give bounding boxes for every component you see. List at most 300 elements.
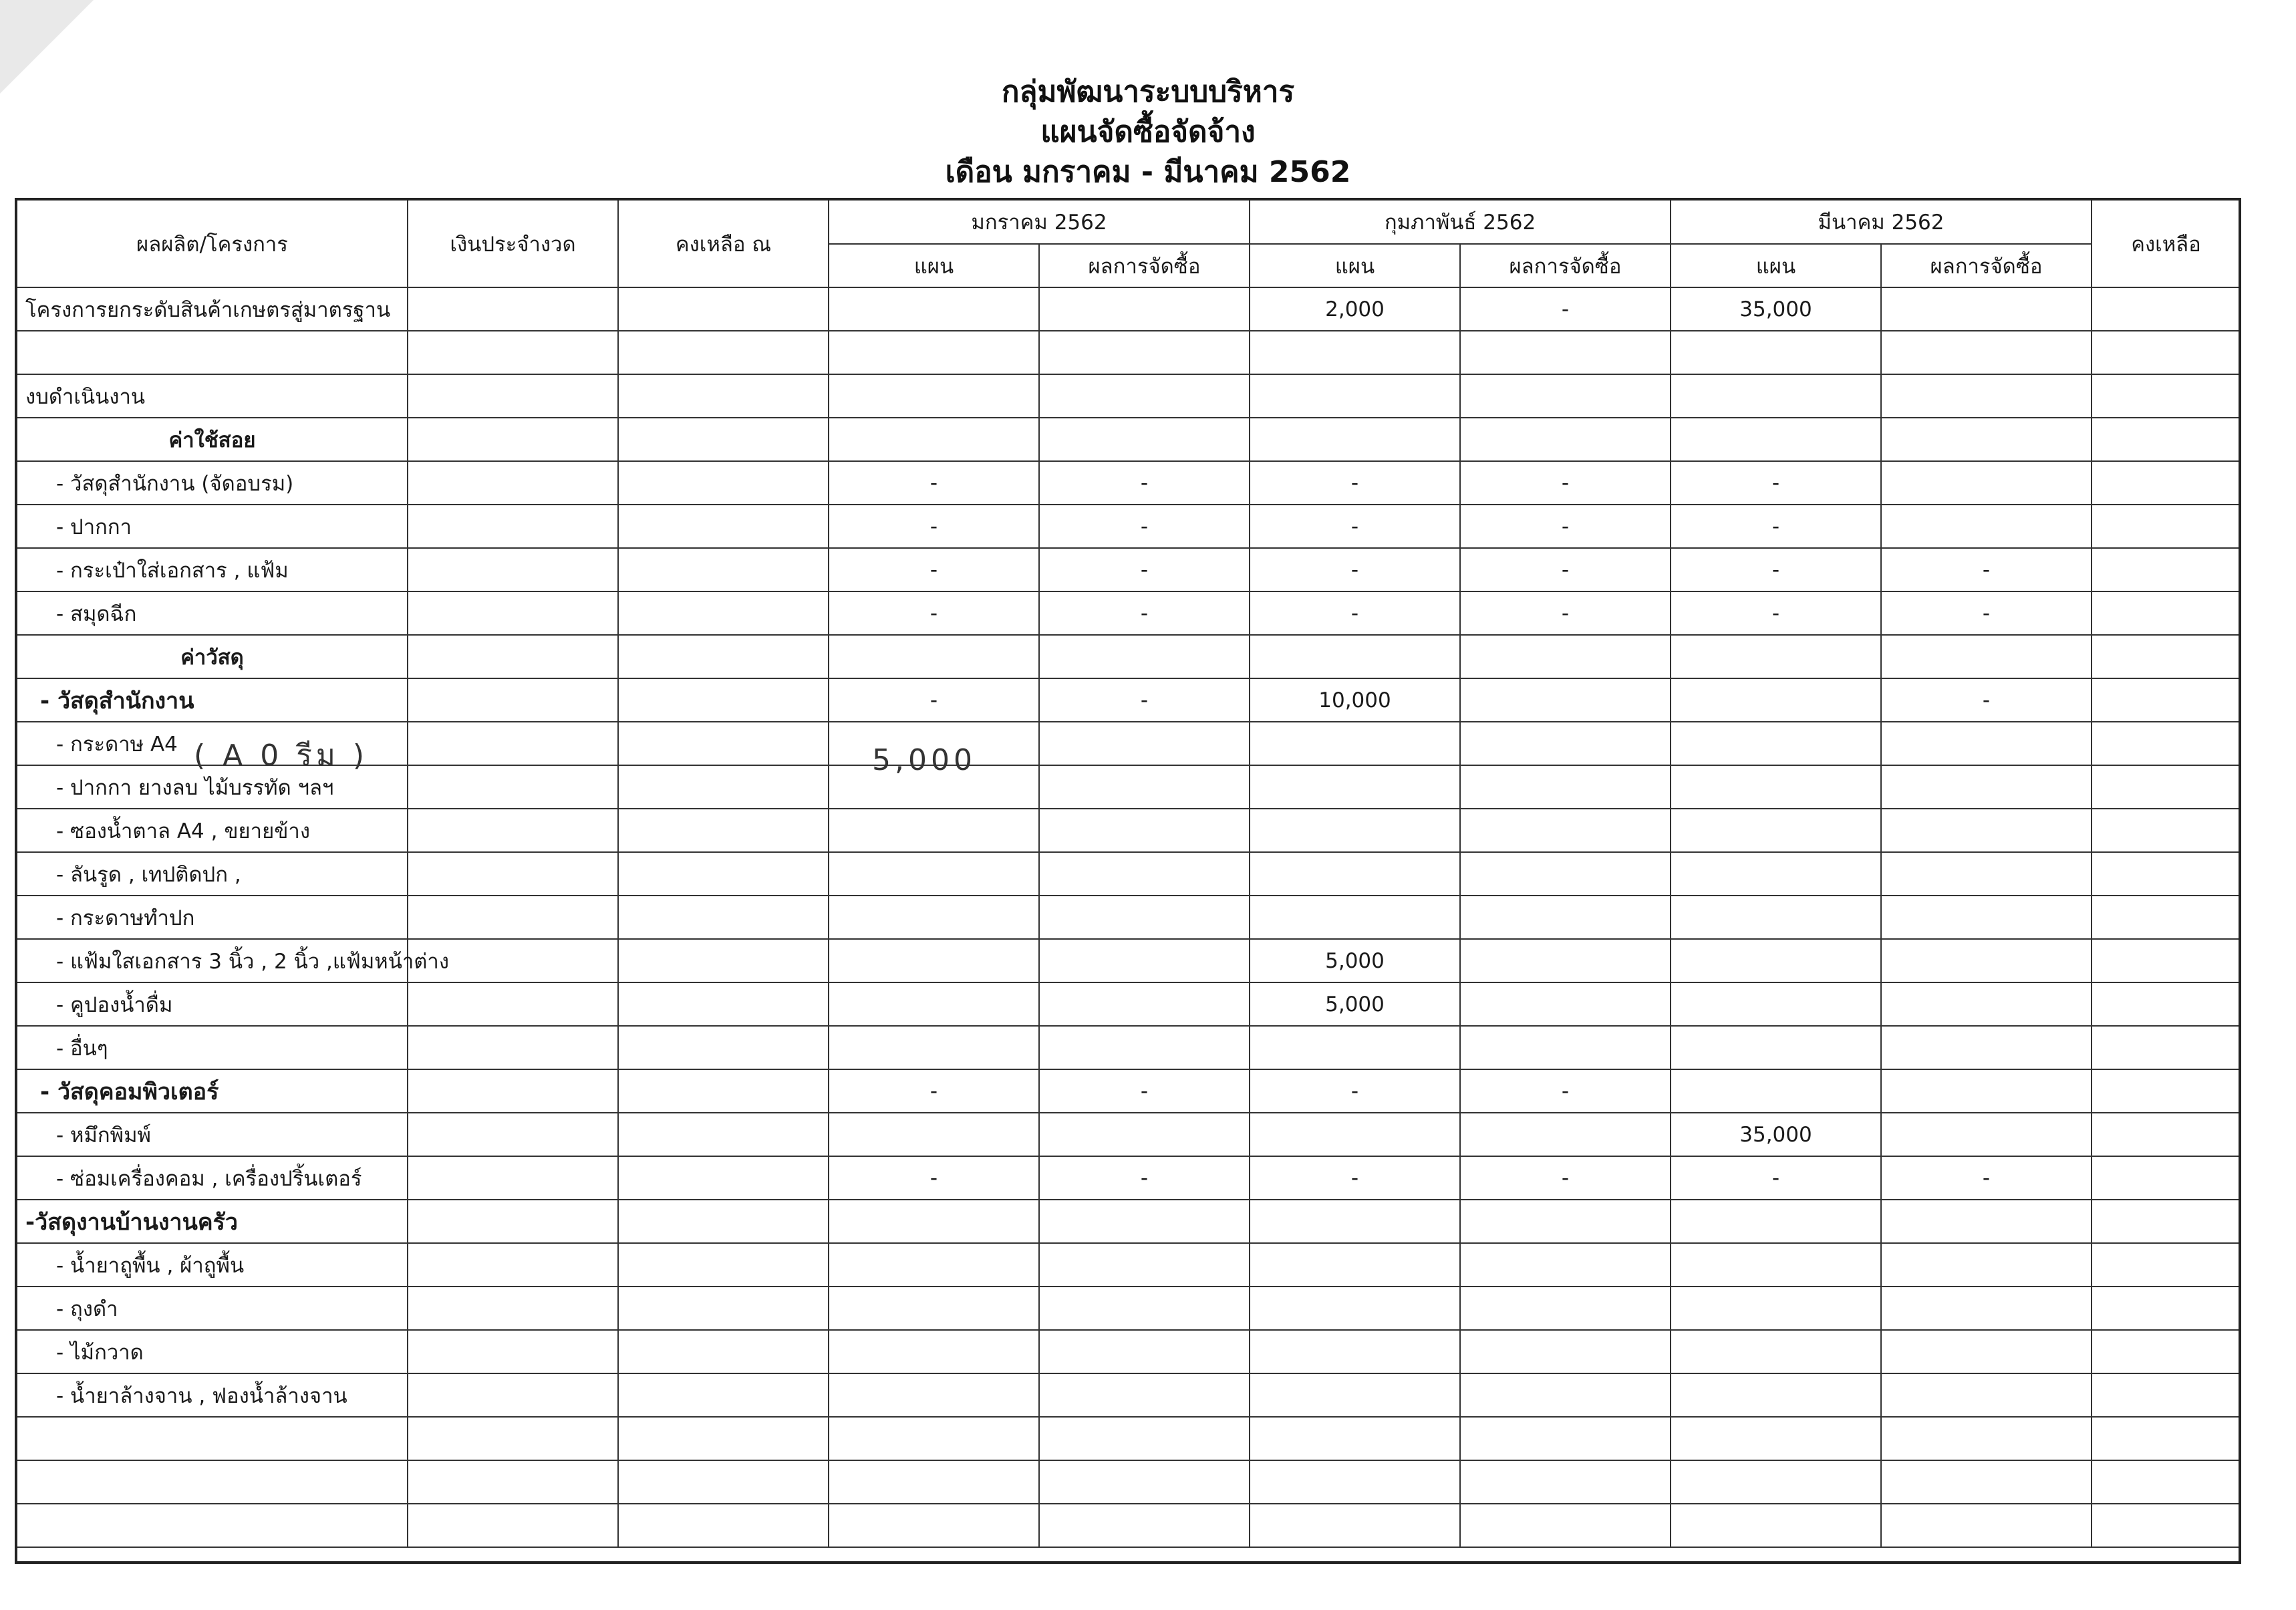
value-cell xyxy=(1039,287,1250,331)
value-cell xyxy=(1881,1373,2092,1417)
remaining-cell xyxy=(2092,1026,2241,1069)
value-cell xyxy=(829,982,1039,1026)
header-product: ผลผลิต/โครงการ xyxy=(17,200,408,287)
value-cell: 10,000 xyxy=(1250,678,1460,722)
value-cell xyxy=(1881,635,2092,678)
value-cell xyxy=(1671,765,1881,809)
row-label xyxy=(17,1417,408,1460)
header-title-1: กลุ่มพัฒนาระบบบริหาร xyxy=(1001,75,1295,109)
value-cell xyxy=(1250,1287,1460,1330)
value-cell: - xyxy=(1881,678,2092,722)
value-cell: - xyxy=(1671,548,1881,591)
value-cell xyxy=(1039,1200,1250,1243)
remaining-cell xyxy=(2092,1243,2241,1287)
value-cell: - xyxy=(1460,548,1671,591)
value-cell xyxy=(1250,374,1460,418)
value-cell: - xyxy=(1039,1069,1250,1113)
value-cell xyxy=(1039,765,1250,809)
value-cell xyxy=(1039,1373,1250,1417)
remaining-cell xyxy=(2092,852,2241,896)
empty-cell xyxy=(408,548,618,591)
value-cell xyxy=(1039,896,1250,939)
value-cell xyxy=(829,1460,1039,1504)
value-cell xyxy=(1039,809,1250,852)
remaining-cell xyxy=(2092,461,2241,505)
value-cell xyxy=(1460,1330,1671,1373)
remaining-cell xyxy=(2092,287,2241,331)
empty-cell xyxy=(618,374,829,418)
remaining-cell xyxy=(2092,635,2241,678)
empty-cell xyxy=(408,722,618,765)
value-cell xyxy=(1250,331,1460,374)
empty-cell xyxy=(408,591,618,635)
handwritten-amount: 5,000 xyxy=(872,743,976,777)
value-cell xyxy=(1460,896,1671,939)
value-cell: - xyxy=(1881,591,2092,635)
row-label: - วัสดุสำนักงาน xyxy=(17,678,408,722)
empty-cell xyxy=(408,1417,618,1460)
value-cell: 35,000 xyxy=(1671,287,1881,331)
value-cell xyxy=(829,1113,1039,1156)
remaining-cell xyxy=(2092,1156,2241,1200)
subheader-plan: แผน xyxy=(1671,244,1881,287)
value-cell xyxy=(1460,765,1671,809)
row-label: - กระดาษทำปก xyxy=(17,896,408,939)
value-cell xyxy=(1881,287,2092,331)
value-cell xyxy=(1460,1200,1671,1243)
value-cell xyxy=(1460,678,1671,722)
value-cell xyxy=(1881,1287,2092,1330)
value-cell xyxy=(1460,939,1671,982)
row-label: ค่าใช้สอย xyxy=(17,418,408,461)
value-cell xyxy=(1671,982,1881,1026)
remaining-cell xyxy=(2092,809,2241,852)
empty-cell xyxy=(618,591,829,635)
value-cell xyxy=(1881,1330,2092,1373)
table-row xyxy=(17,548,2241,591)
value-cell: - xyxy=(1250,461,1460,505)
empty-cell xyxy=(618,1200,829,1243)
table-row xyxy=(17,1069,2241,1113)
value-cell: - xyxy=(829,548,1039,591)
value-cell xyxy=(1671,1417,1881,1460)
empty-cell xyxy=(618,505,829,548)
value-cell xyxy=(1039,939,1250,982)
value-cell xyxy=(1039,852,1250,896)
row-label: - ไม้กวาด xyxy=(17,1330,408,1373)
value-cell: - xyxy=(1460,1069,1671,1113)
empty-cell xyxy=(618,1417,829,1460)
value-cell xyxy=(1460,1504,1671,1547)
value-cell xyxy=(1671,678,1881,722)
value-cell xyxy=(1881,809,2092,852)
value-cell xyxy=(1881,461,2092,505)
value-cell xyxy=(1881,418,2092,461)
table-row xyxy=(17,852,2241,896)
value-cell xyxy=(1671,1200,1881,1243)
row-label: - สมุดฉีก xyxy=(17,591,408,635)
remaining-cell xyxy=(2092,1460,2241,1504)
value-cell xyxy=(1671,896,1881,939)
value-cell xyxy=(1671,1460,1881,1504)
remaining-cell xyxy=(2092,505,2241,548)
row-label: -วัสดุงานบ้านงานครัว xyxy=(17,1200,408,1243)
remaining-cell xyxy=(2092,939,2241,982)
table-row xyxy=(17,1200,2241,1243)
value-cell xyxy=(1039,1026,1250,1069)
value-cell xyxy=(1250,1026,1460,1069)
value-cell xyxy=(1460,331,1671,374)
value-cell xyxy=(829,1243,1039,1287)
row-label: - ปากกา ยางลบ ไม้บรรทัด ฯลฯ xyxy=(17,765,408,809)
value-cell xyxy=(1039,1460,1250,1504)
header-month-mar: มีนาคม 2562 xyxy=(1671,200,2092,244)
value-cell xyxy=(1460,982,1671,1026)
empty-cell xyxy=(618,1504,829,1547)
table-row xyxy=(17,374,2241,418)
value-cell xyxy=(1460,1113,1671,1156)
empty-cell xyxy=(408,1156,618,1200)
empty-cell xyxy=(618,1113,829,1156)
value-cell xyxy=(1671,1069,1881,1113)
value-cell xyxy=(829,374,1039,418)
empty-cell xyxy=(408,1504,618,1547)
value-cell xyxy=(1671,1026,1881,1069)
value-cell: - xyxy=(1250,1069,1460,1113)
row-label xyxy=(17,1460,408,1504)
empty-cell xyxy=(408,678,618,722)
value-cell xyxy=(1250,765,1460,809)
table-row xyxy=(17,1113,2241,1156)
value-cell: - xyxy=(1039,461,1250,505)
empty-cell xyxy=(408,1330,618,1373)
row-label: ค่าวัสดุ xyxy=(17,635,408,678)
value-cell xyxy=(1460,418,1671,461)
value-cell xyxy=(1250,809,1460,852)
value-cell: - xyxy=(1671,591,1881,635)
value-cell: - xyxy=(1250,591,1460,635)
value-cell: - xyxy=(1250,548,1460,591)
value-cell: - xyxy=(829,591,1039,635)
value-cell xyxy=(1671,1373,1881,1417)
value-cell xyxy=(1671,331,1881,374)
value-cell: - xyxy=(829,1156,1039,1200)
empty-cell xyxy=(618,548,829,591)
subheader-result: ผลการจัดซื้อ xyxy=(1039,244,1250,287)
value-cell xyxy=(1250,1243,1460,1287)
handwritten-note: ( A 0 รีม ) xyxy=(194,739,369,773)
empty-cell xyxy=(408,1373,618,1417)
table-row xyxy=(17,461,2241,505)
table-row xyxy=(17,1026,2241,1069)
value-cell xyxy=(1671,722,1881,765)
value-cell xyxy=(1039,374,1250,418)
value-cell xyxy=(1460,1287,1671,1330)
value-cell xyxy=(1881,1243,2092,1287)
value-cell xyxy=(1039,1113,1250,1156)
empty-cell xyxy=(618,1069,829,1113)
empty-cell xyxy=(408,1026,618,1069)
table-row xyxy=(17,1156,2241,1200)
empty-cell xyxy=(618,809,829,852)
value-cell: - xyxy=(1460,505,1671,548)
document-header xyxy=(0,72,2296,192)
value-cell xyxy=(1250,896,1460,939)
value-cell xyxy=(1881,1417,2092,1460)
value-cell xyxy=(829,418,1039,461)
value-cell xyxy=(1460,1026,1671,1069)
value-cell xyxy=(1250,418,1460,461)
value-cell xyxy=(1250,1460,1460,1504)
row-label: - หมึกพิมพ์ xyxy=(17,1113,408,1156)
table-row xyxy=(17,635,2241,678)
row-label: - ลันรูด , เทปติดปก , xyxy=(17,852,408,896)
value-cell xyxy=(1881,1504,2092,1547)
table-row xyxy=(17,418,2241,461)
value-cell xyxy=(1039,1330,1250,1373)
remaining-cell xyxy=(2092,374,2241,418)
value-cell xyxy=(1039,635,1250,678)
table-row xyxy=(17,678,2241,722)
value-cell xyxy=(1881,374,2092,418)
table-row xyxy=(17,591,2241,635)
value-cell xyxy=(1460,1460,1671,1504)
value-cell: 35,000 xyxy=(1671,1113,1881,1156)
value-cell: - xyxy=(1671,505,1881,548)
table-row xyxy=(17,1330,2241,1373)
value-cell xyxy=(1881,1200,2092,1243)
empty-cell xyxy=(408,1243,618,1287)
empty-cell xyxy=(408,809,618,852)
value-cell xyxy=(1671,1504,1881,1547)
value-cell xyxy=(1671,418,1881,461)
header-balance-at: คงเหลือ ณ xyxy=(618,200,829,287)
remaining-cell xyxy=(2092,1287,2241,1330)
row-label: - น้ำยาล้างจาน , ฟองน้ำล้างจาน xyxy=(17,1373,408,1417)
header-month-jan: มกราคม 2562 xyxy=(829,200,1250,244)
value-cell xyxy=(1460,1417,1671,1460)
value-cell xyxy=(1881,722,2092,765)
value-cell: - xyxy=(1460,287,1671,331)
empty-cell xyxy=(408,505,618,548)
table-body xyxy=(17,287,2241,1547)
value-cell: - xyxy=(1881,548,2092,591)
empty-cell xyxy=(618,982,829,1026)
header-title-2: แผนจัดซื้อจัดจ้าง xyxy=(1040,115,1256,149)
table-row xyxy=(17,1243,2241,1287)
value-cell xyxy=(829,331,1039,374)
value-cell xyxy=(1250,1373,1460,1417)
value-cell xyxy=(1039,1417,1250,1460)
empty-cell xyxy=(618,678,829,722)
header-title-3: เดือน มกราคม - มีนาคม 2562 xyxy=(945,155,1351,189)
value-cell xyxy=(829,1504,1039,1547)
value-cell xyxy=(1460,809,1671,852)
remaining-cell xyxy=(2092,765,2241,809)
value-cell: - xyxy=(1039,548,1250,591)
empty-cell xyxy=(618,765,829,809)
value-cell: - xyxy=(1671,461,1881,505)
value-cell xyxy=(1671,1287,1881,1330)
value-cell xyxy=(829,287,1039,331)
remaining-cell xyxy=(2092,548,2241,591)
value-cell xyxy=(1881,505,2092,548)
remaining-cell xyxy=(2092,1504,2241,1547)
value-cell xyxy=(1039,1504,1250,1547)
value-cell xyxy=(1039,722,1250,765)
value-cell: - xyxy=(1250,505,1460,548)
table-row xyxy=(17,939,2241,982)
value-cell xyxy=(1250,1504,1460,1547)
procurement-table xyxy=(16,199,2241,1548)
remaining-cell xyxy=(2092,1069,2241,1113)
table-row xyxy=(17,505,2241,548)
row-label: - ถุงดำ xyxy=(17,1287,408,1330)
header-remaining: คงเหลือ xyxy=(2092,200,2241,287)
value-cell xyxy=(829,809,1039,852)
value-cell xyxy=(1460,635,1671,678)
subheader-plan: แผน xyxy=(829,244,1039,287)
value-cell xyxy=(829,1417,1039,1460)
value-cell xyxy=(1881,1069,2092,1113)
empty-cell xyxy=(408,1200,618,1243)
value-cell xyxy=(1671,635,1881,678)
empty-cell xyxy=(618,896,829,939)
row-label xyxy=(17,331,408,374)
remaining-cell xyxy=(2092,982,2241,1026)
table-row xyxy=(17,809,2241,852)
value-cell xyxy=(1250,1330,1460,1373)
empty-cell xyxy=(408,1460,618,1504)
value-cell xyxy=(1671,1243,1881,1287)
empty-cell xyxy=(618,939,829,982)
remaining-cell xyxy=(2092,1200,2241,1243)
value-cell: - xyxy=(1039,505,1250,548)
row-label: โครงการยกระดับสินค้าเกษตรสู่มาตรฐาน xyxy=(17,287,408,331)
value-cell xyxy=(1460,852,1671,896)
row-label: - น้ำยาถูพื้น , ผ้าถูพื้น xyxy=(17,1243,408,1287)
empty-cell xyxy=(618,1460,829,1504)
value-cell xyxy=(1881,765,2092,809)
remaining-cell xyxy=(2092,1330,2241,1373)
value-cell xyxy=(1250,1417,1460,1460)
value-cell xyxy=(1250,1200,1460,1243)
value-cell xyxy=(829,852,1039,896)
value-cell xyxy=(1250,1113,1460,1156)
remaining-cell xyxy=(2092,896,2241,939)
row-label: - อื่นๆ xyxy=(17,1026,408,1069)
row-label: - วัสดุสำนักงาน (จัดอบรม) xyxy=(17,461,408,505)
header-budget: เงินประจำงวด xyxy=(408,200,618,287)
header-month-feb: กุมภาพันธ์ 2562 xyxy=(1250,200,1671,244)
empty-cell xyxy=(408,765,618,809)
value-cell xyxy=(829,939,1039,982)
value-cell xyxy=(1881,852,2092,896)
empty-cell xyxy=(408,1113,618,1156)
empty-cell xyxy=(618,1330,829,1373)
value-cell xyxy=(1039,1287,1250,1330)
empty-cell xyxy=(408,461,618,505)
value-cell: - xyxy=(1881,1156,2092,1200)
table-row xyxy=(17,1287,2241,1330)
value-cell xyxy=(1671,852,1881,896)
value-cell: - xyxy=(829,678,1039,722)
value-cell xyxy=(1039,331,1250,374)
value-cell xyxy=(1039,1243,1250,1287)
empty-cell xyxy=(618,722,829,765)
empty-cell xyxy=(618,852,829,896)
row-label xyxy=(17,1504,408,1547)
value-cell xyxy=(1881,982,2092,1026)
empty-cell xyxy=(618,635,829,678)
value-cell: - xyxy=(829,505,1039,548)
value-cell: - xyxy=(1460,1156,1671,1200)
value-cell xyxy=(1881,896,2092,939)
table-row xyxy=(17,1460,2241,1504)
subheader-result: ผลการจัดซื้อ xyxy=(1881,244,2092,287)
remaining-cell xyxy=(2092,418,2241,461)
table-row xyxy=(17,331,2241,374)
remaining-cell xyxy=(2092,1417,2241,1460)
subheader-result: ผลการจัดซื้อ xyxy=(1460,244,1671,287)
table-row xyxy=(17,982,2241,1026)
value-cell xyxy=(1881,939,2092,982)
value-cell xyxy=(1250,722,1460,765)
value-cell xyxy=(1881,1113,2092,1156)
value-cell xyxy=(829,1026,1039,1069)
value-cell xyxy=(1460,1243,1671,1287)
empty-cell xyxy=(618,1243,829,1287)
value-cell: - xyxy=(1460,461,1671,505)
value-cell xyxy=(1039,982,1250,1026)
row-label: - ซองน้ำตาล A4 , ขยายข้าง xyxy=(17,809,408,852)
value-cell xyxy=(1881,1026,2092,1069)
table-row xyxy=(17,287,2241,331)
value-cell: 5,000 xyxy=(1250,939,1460,982)
value-cell xyxy=(829,896,1039,939)
row-label: งบดำเนินงาน xyxy=(17,374,408,418)
row-label: - กระดาษ A4 xyxy=(17,722,408,765)
table-row xyxy=(17,1504,2241,1547)
value-cell: - xyxy=(1039,1156,1250,1200)
empty-cell xyxy=(618,1156,829,1200)
remaining-cell xyxy=(2092,722,2241,765)
value-cell: - xyxy=(1250,1156,1460,1200)
value-cell xyxy=(1250,852,1460,896)
value-cell xyxy=(1250,635,1460,678)
value-cell xyxy=(1881,331,2092,374)
remaining-cell xyxy=(2092,591,2241,635)
value-cell xyxy=(829,1330,1039,1373)
empty-cell xyxy=(618,287,829,331)
row-label: - ซ่อมเครื่องคอม , เครื่องปริ้นเตอร์ xyxy=(17,1156,408,1200)
value-cell xyxy=(829,1200,1039,1243)
remaining-cell xyxy=(2092,1113,2241,1156)
value-cell: 2,000 xyxy=(1250,287,1460,331)
value-cell xyxy=(829,1287,1039,1330)
empty-cell xyxy=(408,852,618,896)
subheader-plan: แผน xyxy=(1250,244,1460,287)
value-cell: - xyxy=(829,461,1039,505)
row-label: - กระเป๋าใส่เอกสาร , แฟ้ม xyxy=(17,548,408,591)
empty-cell xyxy=(618,461,829,505)
value-cell xyxy=(1671,374,1881,418)
table-row xyxy=(17,1417,2241,1460)
value-cell xyxy=(1671,1330,1881,1373)
value-cell: 5,000 xyxy=(1250,982,1460,1026)
value-cell: - xyxy=(829,1069,1039,1113)
value-cell xyxy=(1460,1373,1671,1417)
